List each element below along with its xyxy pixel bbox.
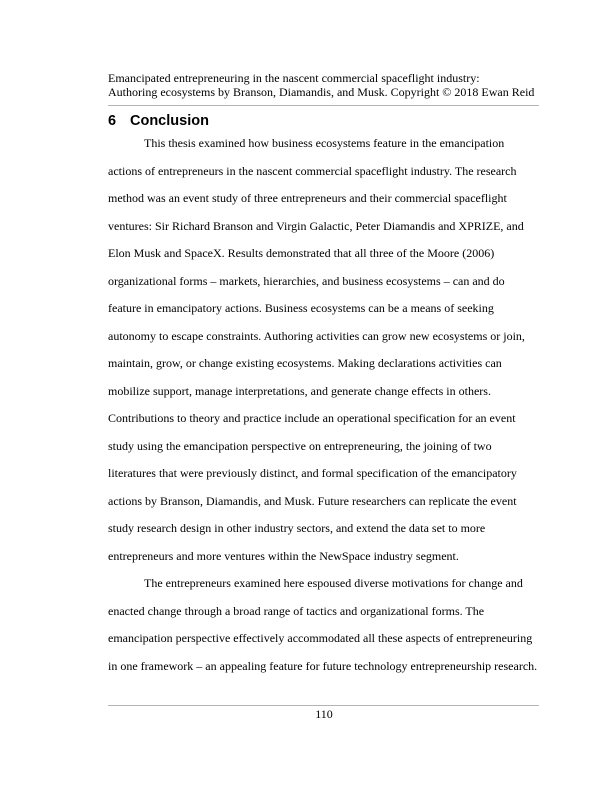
paragraph-line: study research design in other industry sectors, and extend the data set to more (108, 521, 486, 535)
paragraph-line: enacted change through a broad range of tactics and organizational forms. The (108, 603, 485, 618)
paragraph-line: maintain, grow, or change existing ecosystems. Making declarations activities can (108, 356, 502, 370)
header-title-line: Emancipated entrepreneuring in the nascent commercial spaceflight industry: (108, 71, 480, 85)
paragraph-line: in one framework – an appealing feature for future technology entrepreneurship research. (108, 658, 538, 673)
body-text (108, 130, 542, 680)
paragraph-line: Elon Musk and SpaceX. Results demonstrated that all three of the Moore (2006) (108, 246, 495, 260)
paragraph-line: actions of entrepreneurs in the nascent commercial spaceflight industry. The research (108, 163, 517, 178)
running-header (108, 72, 540, 100)
page-number: 110 (315, 707, 333, 721)
paragraph-line: autonomy to escape constraints. Authoring activities can grow new ecosystems or join, (108, 328, 525, 343)
paragraph-line: entrepreneurs and more ventures within the NewSpace industry segment. (108, 548, 459, 563)
paragraph-line: mobilize support, manage interpretations, and generate change effects in others. (108, 383, 491, 398)
header-divider (108, 105, 539, 106)
section-heading (108, 113, 209, 129)
header-subtitle-copyright-line: Authoring ecosystems by Branson, Diamandis, and Musk. Copyright © 2018 Ewan Reid (108, 84, 535, 99)
paragraph-line: emancipation perspective effectively accommodated all these aspects of entrepreneuring (108, 631, 533, 645)
paragraph-line: method was an event study of three entrepreneurs and their commercial spaceflight (108, 191, 507, 205)
paragraph-line: study using the emancipation perspective on entrepreneuring, the joining of two (108, 438, 492, 453)
footer-divider (108, 705, 539, 706)
paragraph-line: feature in emancipatory actions. Business ecosystems can be a means of seeking (108, 301, 494, 315)
paragraph-line: ventures: Sir Richard Branson and Virgin Galactic, Peter Diamandis and XPRIZE, and (108, 218, 524, 233)
paragraph-line: This thesis examined how business ecosystems feature in the emancipation (144, 136, 505, 150)
paragraph-line: Contributions to theory and practice include an operational specification for an event (108, 411, 516, 425)
paragraph-line: actions by Branson, Diamandis, and Musk. Future researchers can replicate the event (108, 493, 517, 508)
paragraph-line: organizational forms – markets, hierarchies, and business ecosystems – can and do (108, 273, 505, 288)
section-number: 6 (108, 113, 117, 129)
paragraph-line: The entrepreneurs examined here espoused diverse motivations for change and (144, 576, 523, 590)
paragraph-line: literatures that were previously distinct, and formal specification of the emancipatory (108, 466, 517, 480)
section-title: Conclusion (130, 113, 209, 129)
